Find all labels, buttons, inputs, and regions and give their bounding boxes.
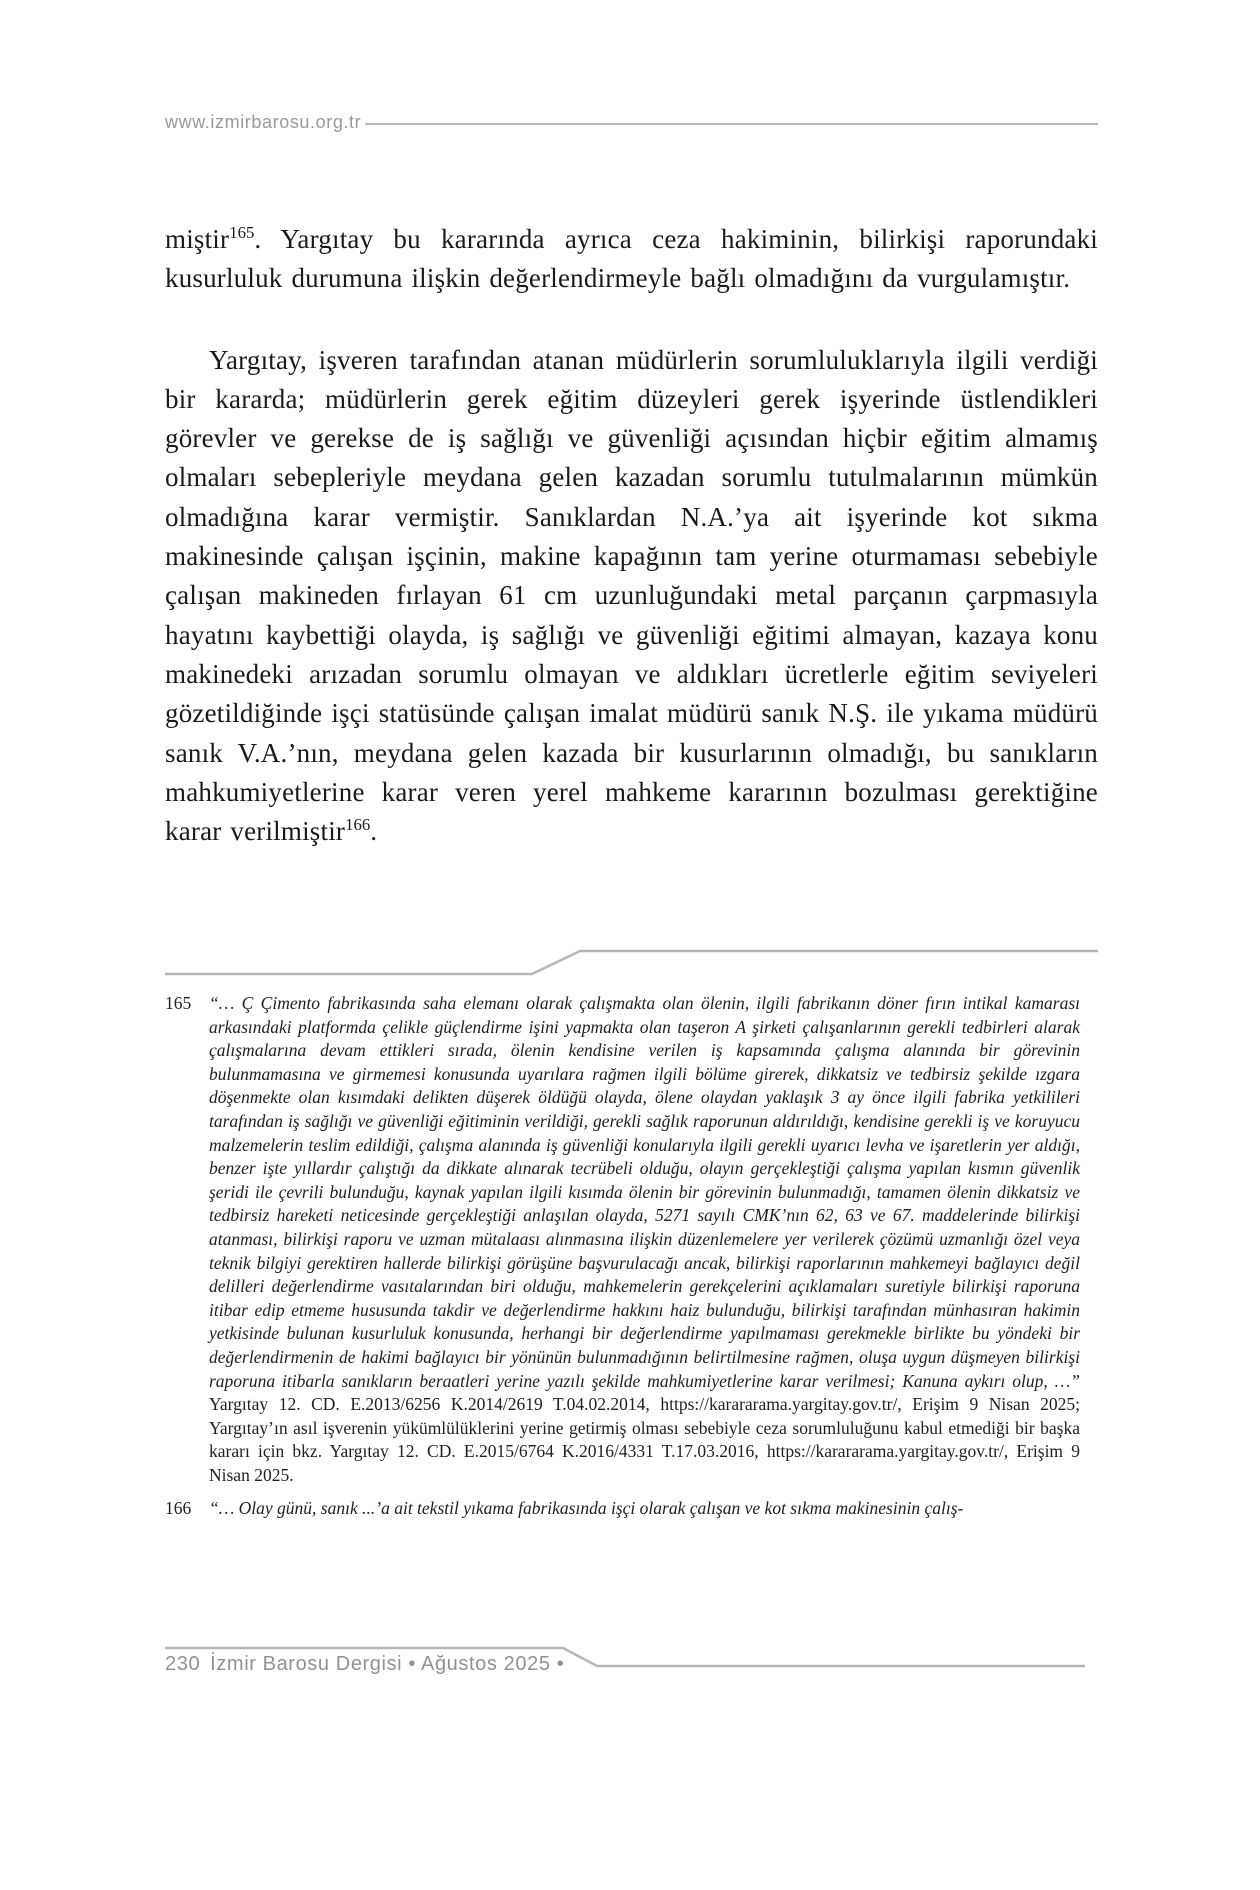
page-header (165, 112, 1098, 133)
journal-title: İzmir Barosu Dergisi • Ağustos 2025 • (210, 1653, 565, 1675)
paragraph-text: Yargıtay, işveren tarafından atanan müdürlerin sorumluluklarıyla ilgili verdiği bir kararda; müdürlerin gerek eğitim düzeyleri gerek işyerinde üstlendikleri görevler ve gerekse de iş sağlığı ve güvenliği açısından hiçbir eğitim almamış olmaları sebepleriyle meydana gelen kazadan sorumlu tutulmalarının mümkün olmadığına karar vermiştir. Sanıklardan N.A.’ya ait işyerinde kot sıkma makinesinde çalışan işçinin, makine kapağının tam yerine oturmaması sebebiyle çalışan makineden fırlayan 61 cm uzunluğundaki metal parçanın çarpmasıyla hayatını kaybettiği olayda, iş sağlığı ve güvenliği eğitimi almayan, kazaya konu makinedeki arızadan sorumlu olmayan ve aldıkları ücretlerle eğitim seviyeleri gözetildiğinde işçi statüsünde çalışan imalat müdürü sanık N.Ş. ile yıkama müdürü sanık V.A.’nın, meydana gelen kazada bir kusurlarının olmadığı, bu sanıkların mahkumiyetlerine karar veren yerel mahkeme kararının bozulması gerektiğine karar verilmiştir (165, 344, 1098, 847)
paragraph-text: . Yargıtay bu kararında ayrıca ceza hakiminin, bilirkişi raporundaki kusurluluk durumuna ilişkin değerlendirmeyle bağlı olmadığını da vurgulamıştır. (165, 224, 1098, 294)
footnote (165, 992, 1080, 1487)
footnote-reference: 166 (345, 815, 371, 835)
paragraph-text: . (370, 816, 378, 847)
paragraph (165, 220, 1098, 299)
paragraph-text: miştir (165, 224, 230, 254)
body-text (165, 220, 1098, 851)
footnotes-section (165, 992, 1080, 1531)
page-number: 230 (165, 1653, 201, 1675)
site-url: www.izmirbarosu.org.tr (165, 112, 362, 132)
footnote-reference: 165 (229, 223, 255, 242)
footnote-citation: Yargıtay 12. CD. E.2013/6256 K.2014/2619 T.04.02.2014, https://karararama.yargitay.gov.tr/, Erişim 9 Nisan 2025; Yargıtay’ın asıl işverenin yükümlülüklerini yerine getirmiş olması sebebiyle ceza sorumluluğunu kabul etmediği bir başka kararı için bkz. Yargıtay 12. CD. E.2015/6764 K.2016/4331 T.17.03.2016, https://karararama.yargitay.gov.tr/, Erişim 9 Nisan 2025. (209, 1394, 1080, 1485)
header-rule (365, 123, 1098, 125)
paragraph (165, 341, 1098, 852)
page-footer (165, 1653, 564, 1676)
footnote-text: “… Ç Çimento fabrikasında saha elemanı olarak çalışmakta olan ölenin, ilgili fabrikanın döner fırın intikal kamarası arkasındaki platformda çelikle güçlendirme işini yapmakta olan taşeron A şirketi çalışanlarının gerekli tedbirleri alarak çalışmalarına devam ettikleri sırada, ölenin kendisine verilen iş kapsamında çalışma alanında bir görevinin bulunmamasına ve girmemesi konusunda uyarılara rağmen ilgili bölüme girerek, dikkatsiz ve tedbirsiz şekilde ızgara döşenmekte olan kısımdaki delikten düşerek öldüğü olayda, ölene olaydan yaklaşık 3 ay önce ilgili fabrika yetkilileri tarafından iş sağlığı ve güvenliği eğitiminin verildiği, gerekli sağlık raporunun aldırıldığı, kendisine gerekli iş ve koruyucu malzemelerin teslim edildiği, çalışma alanında iş güvenliği konularıyla ilgili gerekli uyarıcı levha ve işaretlerin yer aldığı, benzer işte yıllardır çalıştığı da dikkate alınarak tecrübeli olduğu, olayın gerçekleştiği çalışma yapılan kısmın güvenlik şeridi ile çevrili bulunduğu, kaynak yapılan ilgili kısımda ölenin bir görevinin bulunmadığı, tamamen ölenin dikkatsiz ve tedbirsiz hareketi neticesinde gerçekleştiği anlaşılan olayda, 5271 sayılı CMK’nın 62, 63 ve 67. maddelerinde bilirkişi atanması, bilirkişi raporu ve uzman mütalaası alınmasına ilişkin düzenlemelere yer verilerek çözümü uzmanlığı özel veya teknik bilgiyi gerektiren hallerde bilirkişi görüşüne başvurulacağı ancak, bilirkişi raporlarının mahkemeyi bağlayıcı değil delilleri değerlendirme vasıtalarından biri olduğu, mahkemelerin gerekçelerini açıklamaları suretiyle bilirkişi raporuna itibar edip etmeme hususunda takdir ve değerlendirme hakkını haiz bulunduğu, bilirkişi tarafından münhasıran hakimin yetkisinde bulunan kusurluluk konusunda, herhangi bir değerlendirme yapılmaması gerekmekle birlikte bu yöndeki bir değerlendirmenin de hakimi bağlayıcı bir yönünün bulunmadığının belirtilmesine rağmen, oluşa uygun düşmeyen bilirkişi raporuna itibarla sanıkların beraatleri yerine yazılı şekilde mahkumiyetlerine karar verilmesi; Kanuna aykırı olup, …” (209, 993, 1080, 1391)
footnote (165, 1497, 1080, 1521)
footnote-separator-line (165, 945, 1100, 980)
footnote-text: “… Olay günü, sanık ...’a ait tekstil yıkama fabrikasında işçi olarak çalışan ve kot sıkma makinesinin çalış- (209, 1498, 964, 1519)
footnote-marker: 166 (165, 1498, 192, 1519)
footnote-marker: 165 (165, 993, 192, 1013)
